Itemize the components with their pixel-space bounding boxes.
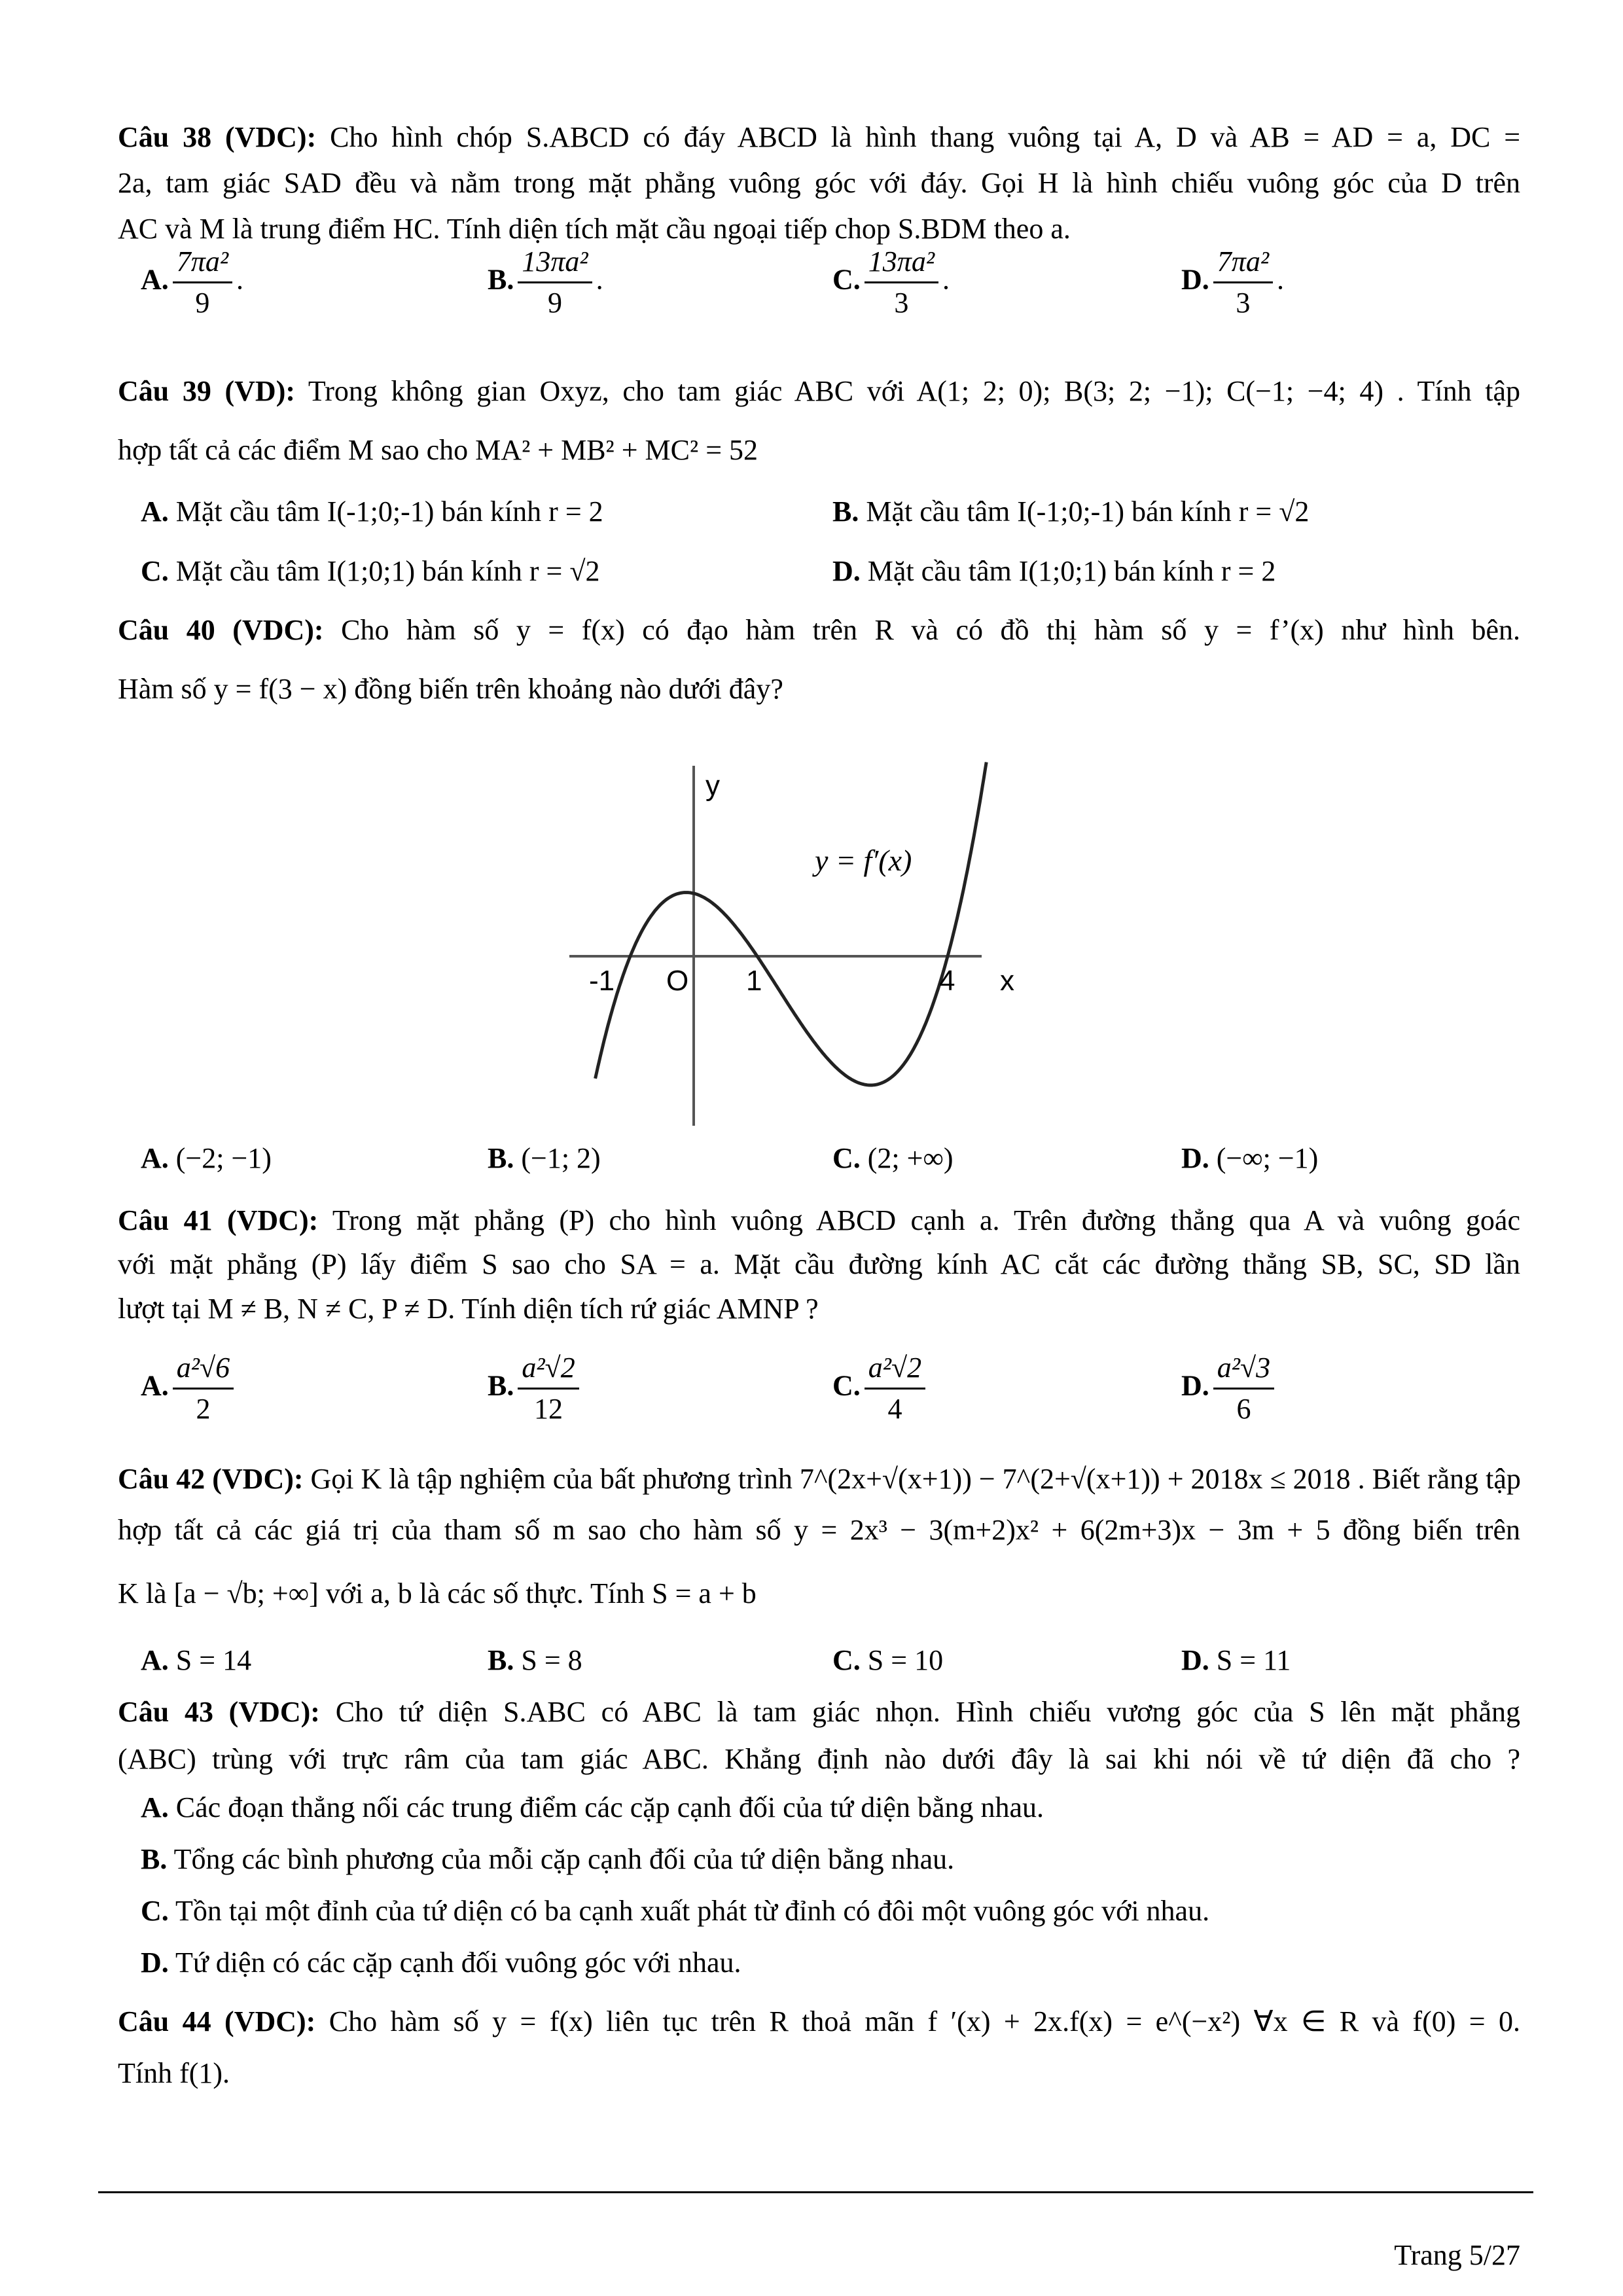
q41-label: Câu 41 (VDC): bbox=[118, 1204, 319, 1236]
q43-line-2: (ABC) trùng với trực râm của tam giác ABC. Khẳng định nào dưới đây là sai khi nói về tứ diện đã cho ? bbox=[118, 1743, 1520, 1775]
tick-label-1: 1 bbox=[746, 965, 762, 997]
q43-label: Câu 43 (VDC): bbox=[118, 1696, 320, 1728]
q44-line-2: Tính f(1). bbox=[118, 2057, 230, 2089]
q38-line-3: AC và M là trung điểm HC. Tính diện tích mặt cầu ngoại tiếp chop S.BDM theo a. bbox=[118, 213, 1071, 245]
q40-line-2: Hàm số y = f(3 − x) đồng biến trên khoảng nào dưới đây? bbox=[118, 673, 783, 705]
q41-option-a[interactable]: A. $\frac{\text{a²√6}}{2}$ bbox=[141, 1348, 238, 1429]
q43-option-a[interactable]: A. Các đoạn thẳng nối các trung điểm các cặp cạnh đối của tứ diện bằng nhau. bbox=[141, 1791, 1044, 1823]
q38-text: Cho hình chóp S.ABCD có đáy ABCD là hình thang vuông tại A, D và AB = AD = a, DC = bbox=[330, 121, 1521, 153]
q39-line-1: Câu 39 (VD): Trong không gian Oxyz, cho tam giác ABC với A(1; 2; 0); B(3; 2; −1); C(−1; −4; 4) . Tính tập bbox=[118, 375, 1520, 407]
q42-option-b[interactable]: B. S = 8 bbox=[488, 1644, 582, 1676]
q41-option-d[interactable]: D. $\frac{\text{a²√3}}{6}$ bbox=[1181, 1348, 1278, 1429]
q43-option-c[interactable]: C. Tồn tại một đỉnh của tứ diện có ba cạnh xuất phát từ đỉnh có đôi một vuông góc với nhau. bbox=[141, 1895, 1210, 1927]
q39-option-b[interactable]: B. Mặt cầu tâm I(-1;0;-1) bán kính r = √2 bbox=[832, 495, 1310, 528]
q38-option-c[interactable]: C. $\frac{\text{13πa²}}{3}$ . bbox=[832, 242, 950, 323]
q42-option-c[interactable]: C. S = 10 bbox=[832, 1644, 944, 1676]
q42-label: Câu 42 (VDC): bbox=[118, 1463, 304, 1495]
q42-line-2: hợp tất cả các giá trị của tham số m sao cho hàm số y = 2x³ − 3(m+2)x² + 6(2m+3)x − 3m + 5 đồng biến trên bbox=[118, 1514, 1520, 1546]
q40-label: Câu 40 (VDC): bbox=[118, 614, 324, 646]
q38-line-2: 2a, tam giác SAD đều và nằm trong mặt phẳng vuông góc với đáy. Gọi H là hình chiếu vuông góc của D trên bbox=[118, 167, 1520, 199]
q39-option-c[interactable]: C. Mặt cầu tâm I(1;0;1) bán kính r = √2 bbox=[141, 555, 600, 587]
q41-option-c[interactable]: C. $\frac{\text{a²√2}}{4}$ bbox=[832, 1348, 929, 1429]
q39-label: Câu 39 (VD): bbox=[118, 375, 296, 407]
derivative-curve bbox=[596, 762, 987, 1086]
q39-option-a[interactable]: A. Mặt cầu tâm I(-1;0;-1) bán kính r = 2 bbox=[141, 495, 603, 528]
tick-label-4: 4 bbox=[939, 965, 955, 997]
y-axis-label: y bbox=[705, 770, 720, 802]
q40-option-b[interactable]: B. (−1; 2) bbox=[488, 1142, 601, 1174]
q43-option-d[interactable]: D. Tứ diện có các cặp cạnh đối vuông góc với nhau. bbox=[141, 1946, 741, 1979]
q38-label: Câu 38 (VDC): bbox=[118, 121, 317, 153]
q44-line-1: Câu 44 (VDC): Cho hàm số y = f(x) liên tục trên R thoả mãn f ′(x) + 2x.f(x) = e^(−x²) ∀x ∈ R và f(0) = 0. bbox=[118, 2005, 1520, 2037]
page-number: Trang 5/27 bbox=[1394, 2239, 1520, 2271]
q39-line-2: hợp tất cả các điểm M sao cho MA² + MB² + MC² = 52 bbox=[118, 434, 758, 466]
q41-line-3: lượt tại M ≠ B, N ≠ C, P ≠ D. Tính diện tích rứ giác AMNP ? bbox=[118, 1293, 819, 1325]
tick-label-neg1: -1 bbox=[589, 965, 615, 997]
q43-line-1: Câu 43 (VDC): Cho tứ diện S.ABC có ABC là tam giác nhọn. Hình chiếu vương góc của S lên mặt phẳng bbox=[118, 1696, 1521, 1728]
q42-option-d[interactable]: D. S = 11 bbox=[1181, 1644, 1291, 1676]
footer-divider bbox=[98, 2191, 1533, 2193]
q38-option-d[interactable]: D. $\frac{\text{7πa²}}{3}$ . bbox=[1181, 242, 1284, 323]
q44-label: Câu 44 (VDC): bbox=[118, 2005, 316, 2037]
q38-option-a[interactable]: A. $\frac{\text{7πa²}}{9}$ . bbox=[141, 242, 243, 323]
x-axis-label: x bbox=[1000, 965, 1014, 997]
q40-option-c[interactable]: C. (2; +∞) bbox=[832, 1142, 954, 1174]
q40-option-a[interactable]: A. (−2; −1) bbox=[141, 1142, 272, 1174]
curve-label: y = f′(x) bbox=[815, 844, 912, 877]
q42-line-3: K là [a − √b; +∞] với a, b là các số thực. Tính S = a + b bbox=[118, 1577, 757, 1609]
q42-option-a[interactable]: A. S = 14 bbox=[141, 1644, 252, 1676]
q39-option-d[interactable]: D. Mặt cầu tâm I(1;0;1) bán kính r = 2 bbox=[832, 555, 1276, 587]
q41-line-1: Câu 41 (VDC): Trong mặt phẳng (P) cho hình vuông ABCD cạnh a. Trên đường thẳng qua A và vuông goác bbox=[118, 1204, 1520, 1236]
origin-label: O bbox=[666, 965, 689, 997]
q41-option-b[interactable]: B. $\frac{\text{a²√2}}{12}$ bbox=[488, 1348, 583, 1429]
q38-option-b[interactable]: B. $\frac{\text{13πa²}}{9}$ . bbox=[488, 242, 603, 323]
q40-line-1: Câu 40 (VDC): Cho hàm số y = f(x) có đạo hàm trên R và có đồ thị hàm số y = f’(x) như hình bên. bbox=[118, 614, 1521, 646]
q43-option-b[interactable]: B. Tổng các bình phương của mỗi cặp cạnh đối của tứ diện bằng nhau. bbox=[141, 1843, 955, 1875]
q42-line-1: Câu 42 (VDC): Gọi K là tập nghiệm của bất phương trình 7^(2x+√(x+1)) − 7^(2+√(x+1)) + 2018x ≤ 2018 . Biết rằng tập bbox=[118, 1463, 1521, 1495]
q40-option-d[interactable]: D. (−∞; −1) bbox=[1181, 1142, 1319, 1174]
q41-line-2: với mặt phẳng (P) lấy điểm S sao cho SA = a. Mặt cầu đường kính AC cắt các đường thẳng SB, SC, SD lần bbox=[118, 1248, 1520, 1280]
